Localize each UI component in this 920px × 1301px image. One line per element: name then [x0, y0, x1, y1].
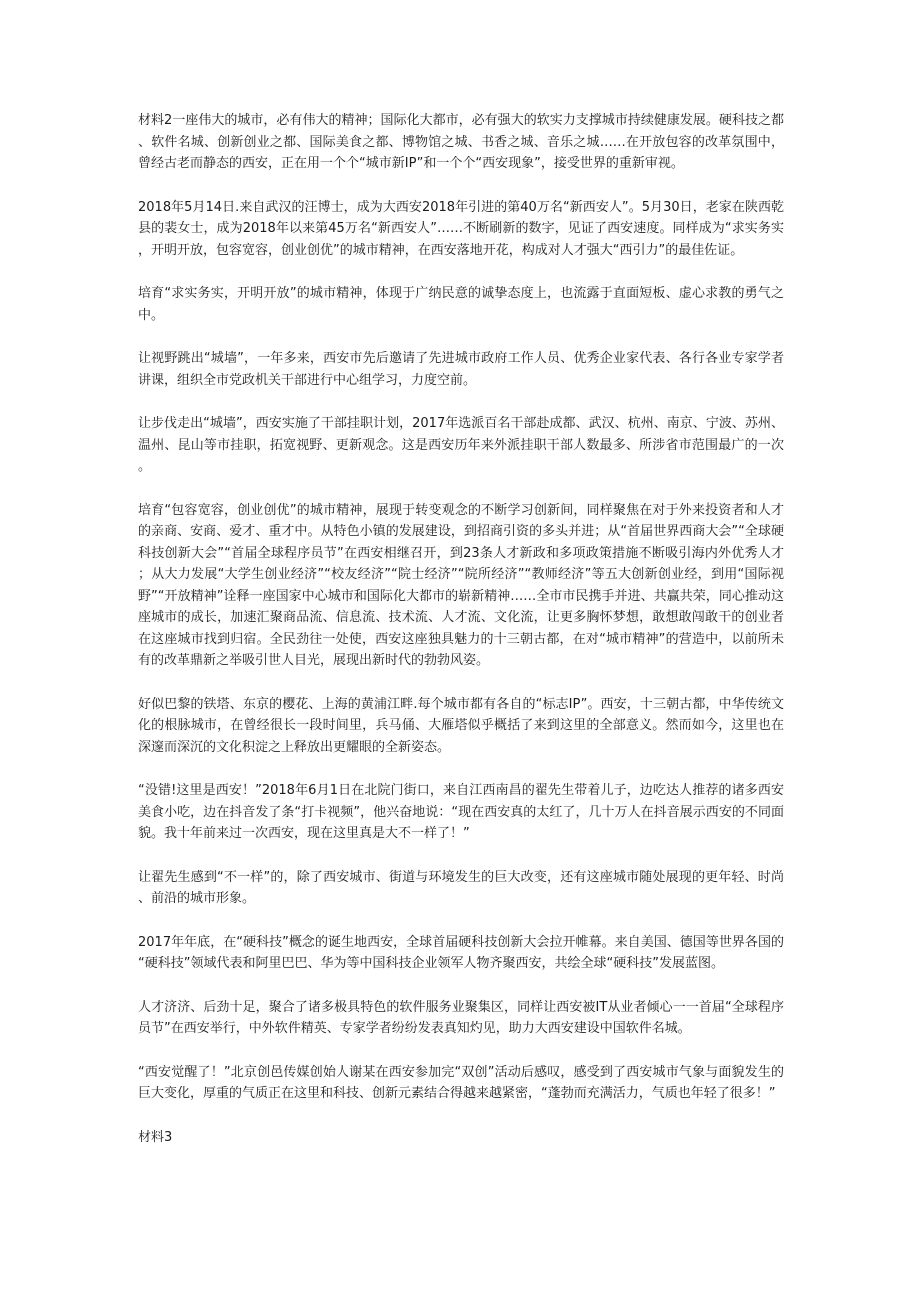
paragraph-vision-beyond-wall: 让视野跳出“城墙”，一年多来，西安市先后邀请了先进城市政府工作人员、优秀企业家代表、各行各业专家学者讲课，组织全市党政机关干部进行中心组学习，力度空前。	[138, 351, 784, 388]
paragraph-city-image: 让翟先生感到“不一样”的，除了西安城市、街道与环境发生的巨大改变，还有这座城市随处展现的更年轻、时尚、前沿的城市形象。	[138, 869, 784, 906]
paragraph-material-2-intro: 材料2一座伟大的城市，必有伟大的精神；国际化大都市，必有强大的软实力支撑城市持续健康发展。硬科技之都、软件名城、创新创业之都、国际美食之都、博物馆之城、书香之城、音乐之城……在开放包容的改革氛围中，曾经古老而静态的西安，正在用一个个“城市新IP”和一个个“西安现象”，接受世界的重新审视。	[138, 113, 784, 171]
paragraph-programmer-festival: 人才济济、后劲十足，聚合了诸多极具特色的软件服务业聚集区，同样让西安被IT从业者倾心一一首届“全球程序员节”在西安举行，中外软件精英、专家学者纷纷发表真知灼见，助力大西安建设中国软件名城。	[138, 999, 784, 1036]
paragraph-city-spirit-openness: 培育“求实务实，开明开放”的城市精神，体现于广纳民意的诚挚态度上，也流露于直面短板、虚心求教的勇气之中。	[138, 286, 784, 323]
document-body	[138, 110, 784, 1148]
paragraph-new-xian-residents: 2018年5月14日.来自武汉的汪博士，成为大西安2018年引进的第40万名“新西安人”。5月30日，老家在陕西乾县的裴女士，成为2018年以来第45万名“新西安人”……不断刷新的数字，见证了西安速度。同样成为“求实务实，开明开放，包容宽容，创业创优”的城市精神，在西安落地开花，构成对人才强大“西引力”的最佳佐证。	[138, 199, 784, 258]
paragraph-city-landmark-ip: 好似巴黎的铁塔、东京的樱花、上海的黄浦江畔.每个城市都有各自的“标志IP”。西安，十三朝古都，中华传统文化的根脉城市，在曾经很长一段时间里，兵马俑、大雁塔似乎概括了来到这里的全部意义。然而如今，这里也在深邃而深沉的文化积淀之上释放出更耀眼的全新姿态。	[138, 696, 784, 755]
paragraph-xian-awakened: “西安觉醒了！”北京创邑传媒创始人谢某在西安参加完“双创”活动后感叹，感受到了西安城市气象与面貌发生的巨大变化，厚重的气质正在这里和科技、创新元素结合得越来越紧密，“蓬勃而充满活力，气质也年轻了很多！”	[138, 1064, 784, 1101]
paragraph-douyin-visitor: “没错!这里是西安！”2018年6月1日在北院门街口，来自江西南昌的翟先生带着儿子，边吃达人推荐的诸多西安美食小吃，边在抖音发了条“打卡视频”，他兴奋地说：“现在西安真的太红了，几十万人在抖音展示西安的不同面貌。我十年前来过一次西安，现在这里真是大不一样了！”	[138, 783, 784, 841]
paragraph-steps-beyond-wall: 让步伐走出“城墙”，西安实施了干部挂职计划，2017年选派百名干部赴成都、武汉、杭州、南京、宁波、苏州、温州、昆山等市挂职，拓宽视野、更新观念。这是西安历年来外派挂职干部人数最多、所涉省市范围最广的一次。	[138, 416, 784, 474]
paragraph-city-spirit-innovation: 培育“包容宽容，创业创优”的城市精神，展现于转变观念的不断学习创新间，同样聚焦在对于外来投资者和人才的亲商、安商、爱才、重才中。从特色小镇的发展建设，到招商引资的多头并进；从“首届世界西商大会”“全球硬科技创新大会”“首届全球程序员节”在西安相继召开，到23条人才新政和多项政策措施不断吸引海内外优秀人才；从大力发展“大学生创业经济”“校友经济”“院士经济”“院所经济”“教师经济”等五大创新创业经，到用“国际视野”“开放精神”诠释一座国家中心城市和国际化大都市的崭新精神……全市市民携手并进、共赢共荣，同心推动这座城市的成长，加速汇聚商品流、信息流、技术流、人才流、文化流，让更多胸怀梦想，敢想敢闯敢干的创业者在这座城市找到归宿。全民劲往一处使，西安这座独具魅力的十三朝古都，在对“城市精神”的营造中，以前所未有的改革鼎新之举吸引世人目光，展现出新时代的勃勃风姿。	[138, 502, 784, 668]
paragraph-material-3-heading: 材料3	[138, 1129, 173, 1145]
paragraph-hard-tech-conference: 2017年年底，在“硬科技”概念的诞生地西安，全球首届硬科技创新大会拉开帷幕。来自美国、德国等世界各国的“硬科技”领域代表和阿里巴巴、华为等中国科技企业领军人物齐聚西安，共绘全球“硬科技”发展蓝图。	[138, 934, 784, 971]
